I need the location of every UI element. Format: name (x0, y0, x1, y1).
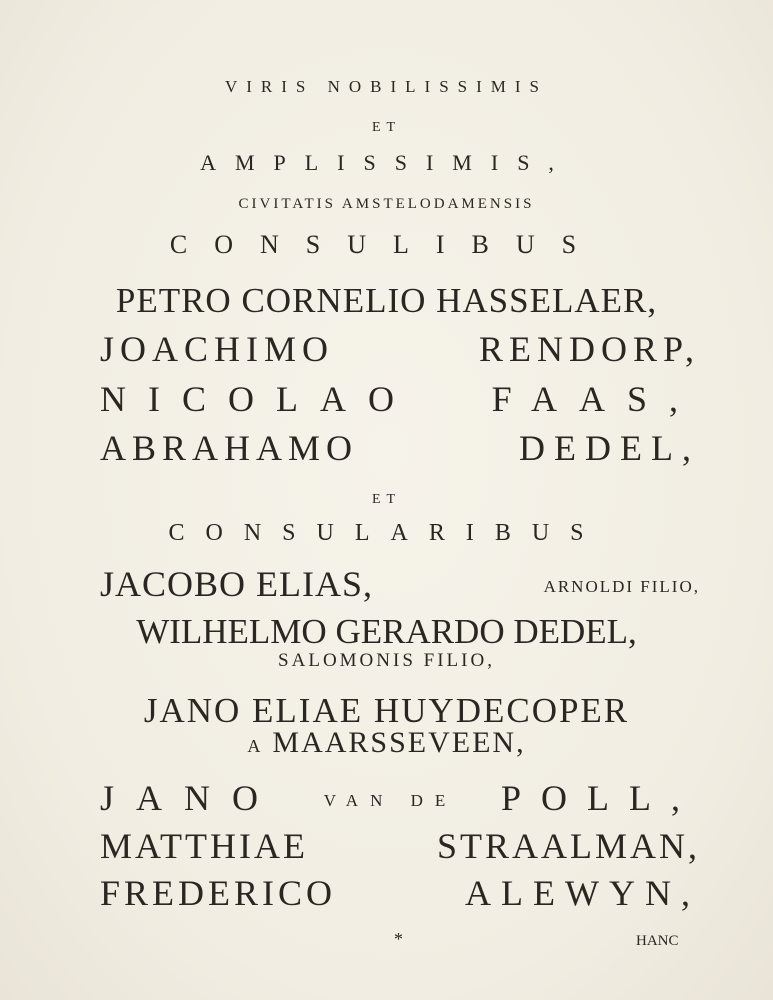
name-jano-poll-first: JANO (100, 778, 281, 818)
name-nicolao-first: NICOLAO (100, 379, 416, 419)
name-jano-poll (100, 780, 700, 816)
name-maarsseveen-main: MAARSSEVEEN, (272, 726, 526, 759)
dedication-et-2: ET (371, 492, 402, 507)
name-frederico-first: FREDERICO (100, 873, 337, 913)
name-matthiae-last: STRAALMAN, (436, 826, 700, 866)
dedication-et-1: ET (371, 120, 402, 135)
name-jano-poll-last: POLL, (500, 778, 700, 818)
name-joachimo-first: JOACHIMO (100, 329, 335, 369)
name-joachimo-last: RENDORP, (478, 329, 700, 369)
dedication-line-viris: VIRIS NOBILISSIMIS (224, 77, 549, 96)
name-joachimo (100, 331, 700, 367)
catchword: HANC (636, 933, 679, 949)
name-abrahamo-last: DEDEL, (519, 428, 700, 468)
dedication-line-amplissimis: AMPLISSIMIS, (200, 150, 573, 175)
name-jacobo (100, 566, 700, 602)
dedication-line-civitatis: CIVITATIS AMSTELODAMENSIS (238, 196, 535, 212)
name-wilhelmo: WILHELMO GERARDO DEDEL, (136, 612, 637, 651)
name-nicolao (100, 381, 700, 417)
name-frederico-last: ALEWYN, (465, 873, 700, 913)
name-nicolao-last: FAAS, (491, 379, 700, 419)
name-jacobo-suffix: ARNOLDI FILIO, (543, 577, 700, 596)
name-matthiae-first: MATTHIAE (100, 826, 308, 866)
name-maarsseveen (0, 728, 773, 758)
name-jano-huydecoper: JANO ELIAE HUYDECOPER (143, 691, 630, 730)
name-jano-poll-particle: VAN DE (323, 791, 458, 810)
name-wilhelmo-suffix: SALOMONIS FILIO, (278, 650, 495, 671)
name-matthiae (100, 828, 700, 864)
name-frederico (100, 875, 700, 911)
dedication-line-consularibus: CONSULARIBUS (168, 520, 605, 546)
name-maarsseveen-prefix: A (247, 736, 263, 756)
name-jacobo-main: JACOBO ELIAS, (100, 564, 374, 604)
signature-mark: * (394, 929, 403, 949)
name-abrahamo-first: ABRAHAMO (100, 428, 359, 468)
dedication-line-consulibus: CONSULIBUS (169, 230, 604, 259)
name-petro: PETRO CORNELIO HASSELAER, (115, 281, 658, 320)
name-abrahamo (100, 430, 700, 466)
